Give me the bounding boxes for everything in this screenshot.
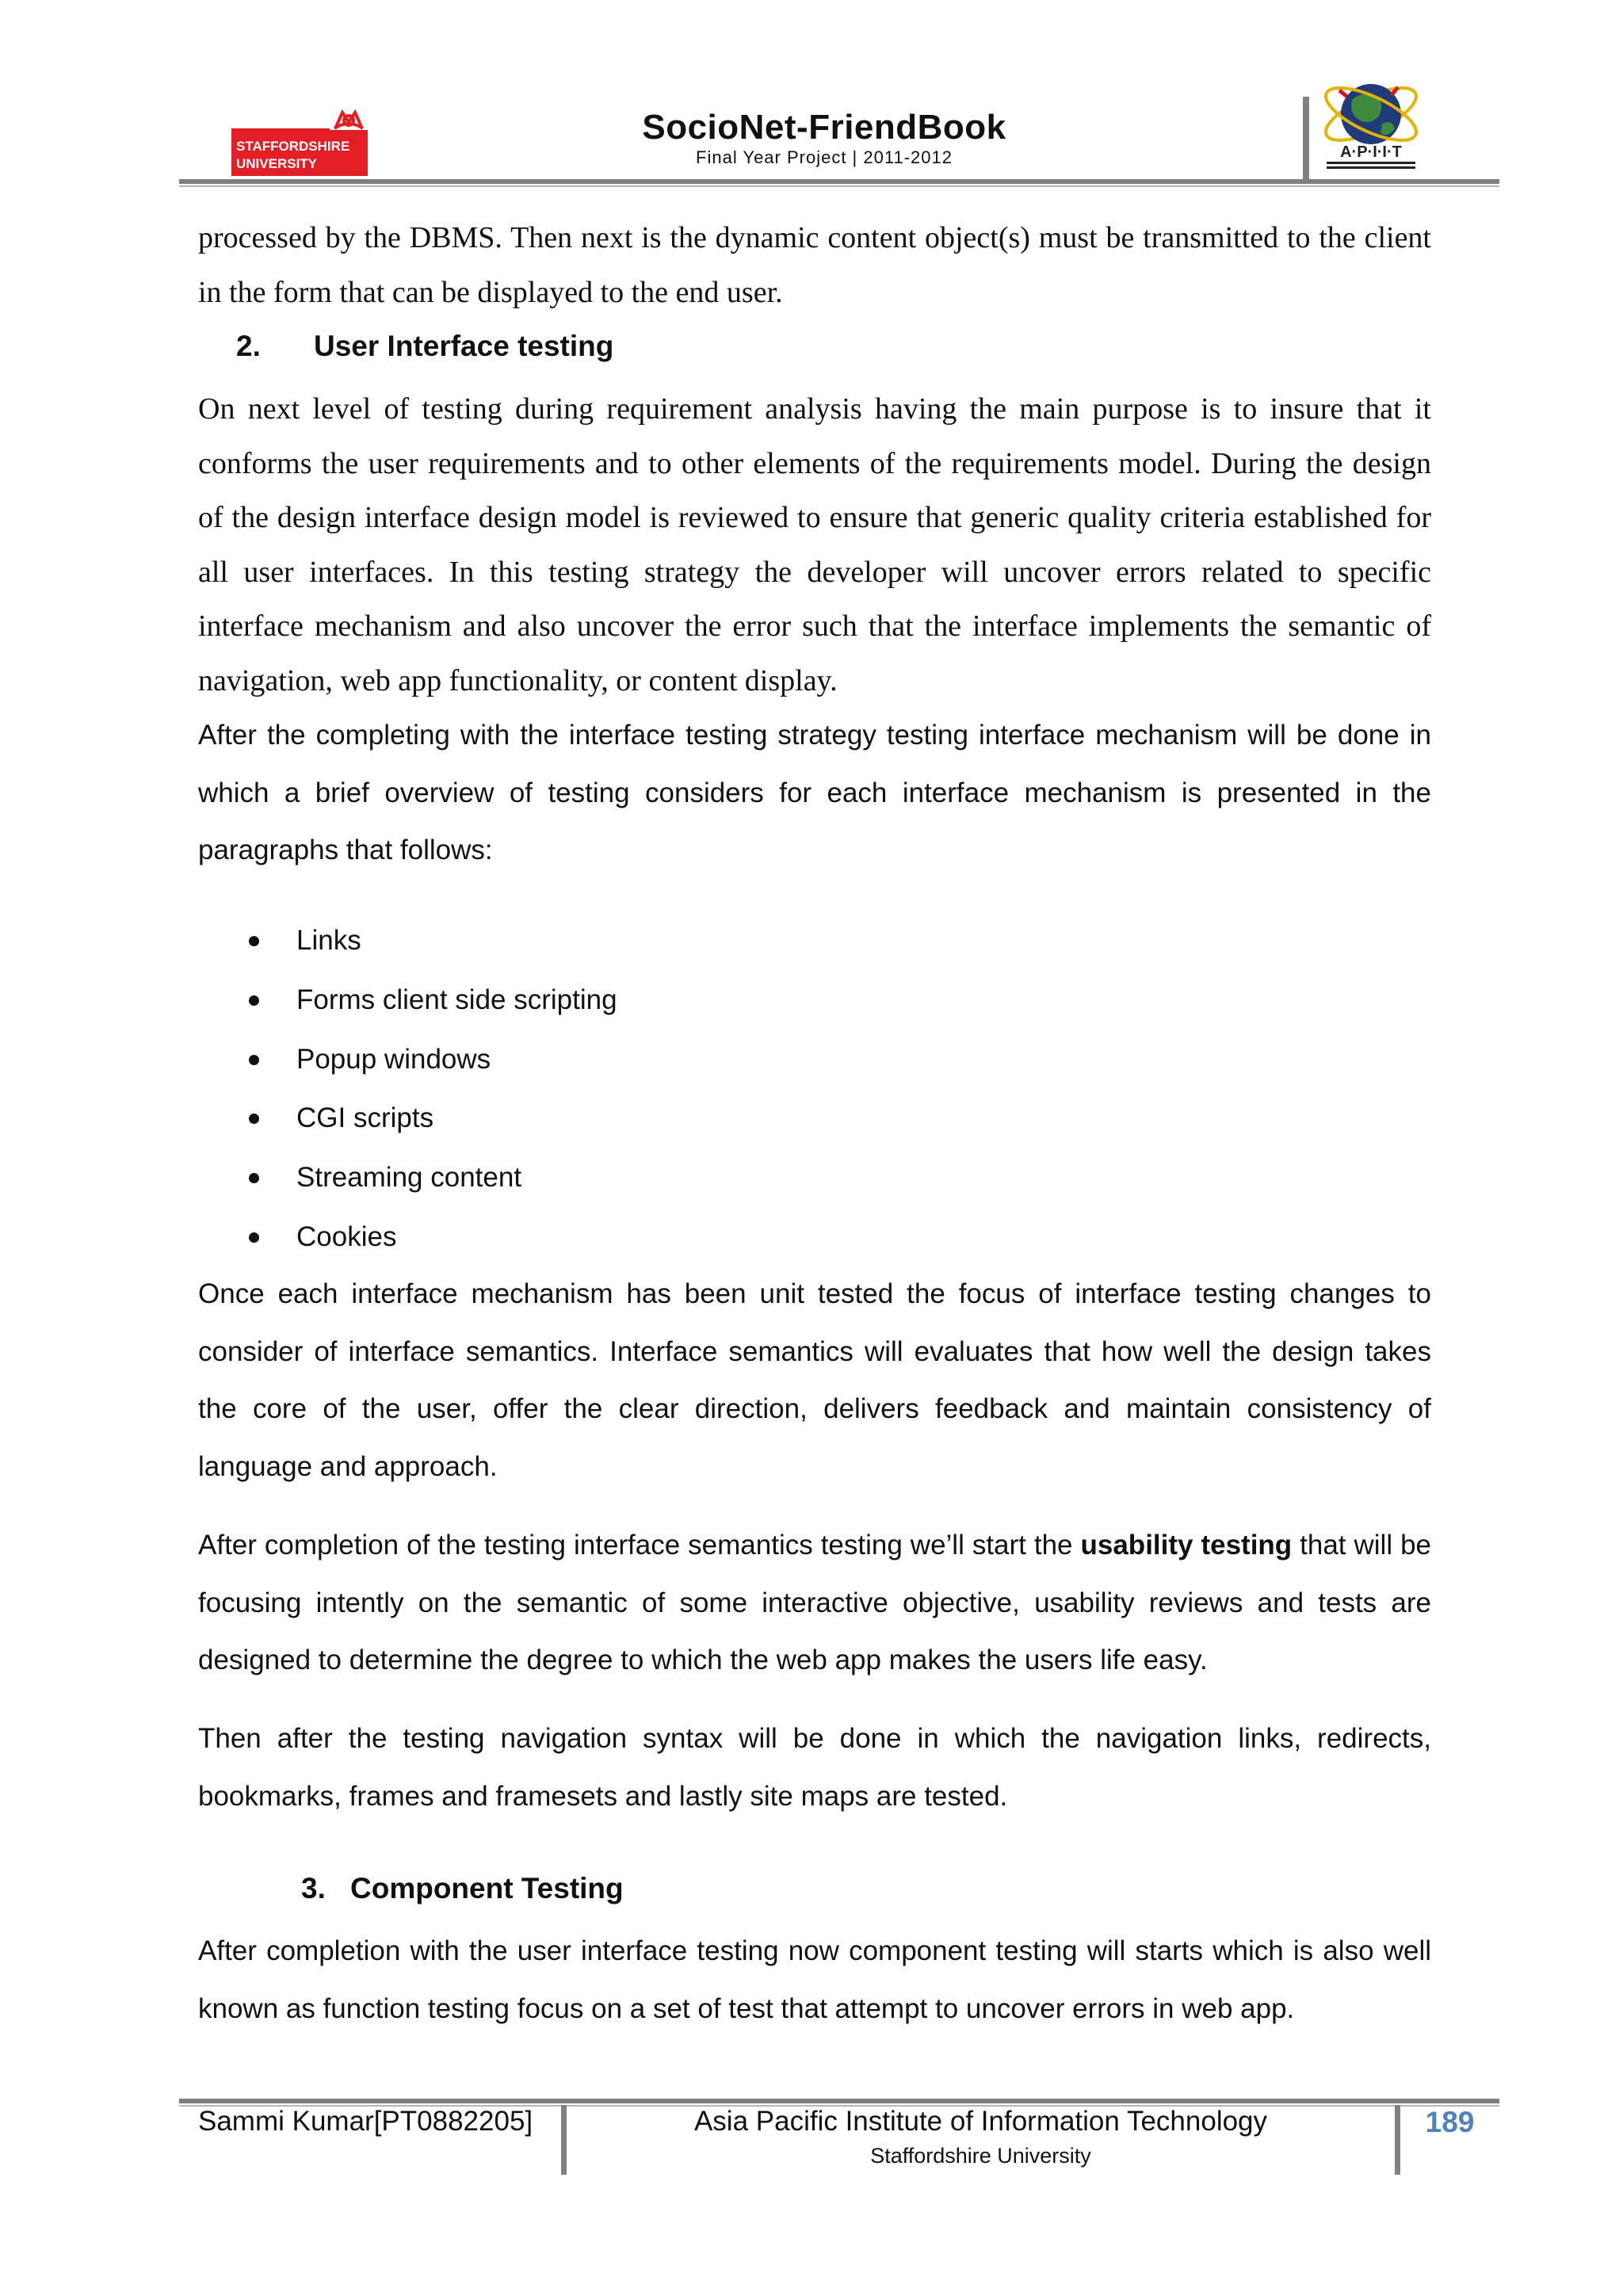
footer-university: Staffordshire University [870,2144,1091,2168]
header-rule [179,179,1499,184]
section-3-title: Component Testing [350,1872,624,1904]
footer-divider-left [561,2105,567,2175]
left-logo-line2: UNIVERSITY [236,156,318,171]
list-item: Streaming content [198,1148,1149,1208]
bullet-icon [249,936,259,946]
section-2-title: User Interface testing [314,330,614,362]
section-2-number: 2. [236,330,261,362]
section-2-paragraph-1: On next level of testing during requirement analysis having the main purpose is to insure that it conforms the user requirements and to other elements of the requirements model. During the design of the design interface design model is reviewed to ensure that generic quality criteria established for all user interfaces. In this testing strategy the developer will uncover errors related to specific interface mechanism and also uncover the error such that the interface implements the semantic of navigation, web app functionality, or content display. [198,392,1431,697]
bullet-icon [249,1173,259,1183]
section-2-paragraph-3: Once each interface mechanism has been unit tested the focus of interface testing changes to consider of interface semantics. Interface semantics will evaluates that how well the design takes the core of the user, offer the clear direction, delivers feedback and maintain consistency of language and approach. [198,1278,1431,1482]
footer-divider-right [1395,2105,1400,2175]
header-divider [1303,97,1309,181]
bullet-icon [249,1232,259,1243]
page-number: 189 [1425,2106,1475,2138]
section-2-heading [236,330,613,363]
footer-institute: Asia Pacific Institute of Information Technology [693,2106,1268,2137]
left-logo-line1: STAFFORDSHIRE [236,139,350,154]
header-rule-thin [179,185,1499,187]
section-3-heading [301,1872,624,1905]
bullet-icon [249,1055,259,1065]
list-item: Forms client side scripting [198,971,1149,1030]
list-item: Links [198,911,1149,971]
section-2-paragraph-4: After completion of the testing interface semantics testing we’ll start the usability testing that will be focusing intently on the semantic of some interactive objective, usability reviews and tests are designed to determine the degree to which the web app makes the users life easy. [198,1530,1432,1675]
apiit-logo [1316,73,1426,178]
right-logo-text: A·P·I·I·T [1340,143,1402,161]
bullet-icon [249,1114,259,1124]
section-3-paragraph-1: After completion with the user interface testing now component testing will starts which is also well known as function testing focus on a set of test that attempt to uncover errors in web app. [198,1935,1431,2024]
intro-paragraph: processed by the DBMS. Then next is the dynamic content object(s) must be transmitted to the client in the form that can be displayed to the end user. [198,221,1431,309]
document-title: SocioNet-FriendBook [642,108,1006,147]
list-item: CGI scripts [198,1089,1149,1148]
document-subtitle: Final Year Project | 2011-2012 [696,147,953,167]
interface-mechanism-list [198,911,1149,1267]
bullet-icon [249,995,259,1006]
section-2-paragraph-2: After the completing with the interface testing strategy testing interface mechanism will be done in which a brief overview of testing considers for each interface mechanism is presented in the paragraphs that follows: [198,720,1431,865]
section-3-number: 3. [301,1872,326,1904]
list-item: Cookies [198,1208,1149,1267]
footer-author: Sammi Kumar[PT0882205] [198,2106,533,2137]
usability-testing-term: usability testing [1080,1530,1293,1561]
list-item: Popup windows [198,1030,1149,1090]
section-2-paragraph-5: Then after the testing navigation syntax will be done in which the navigation links, redirects, bookmarks, frames and framesets and lastly site maps are tested. [198,1723,1431,1812]
staffordshire-university-logo [231,103,368,176]
